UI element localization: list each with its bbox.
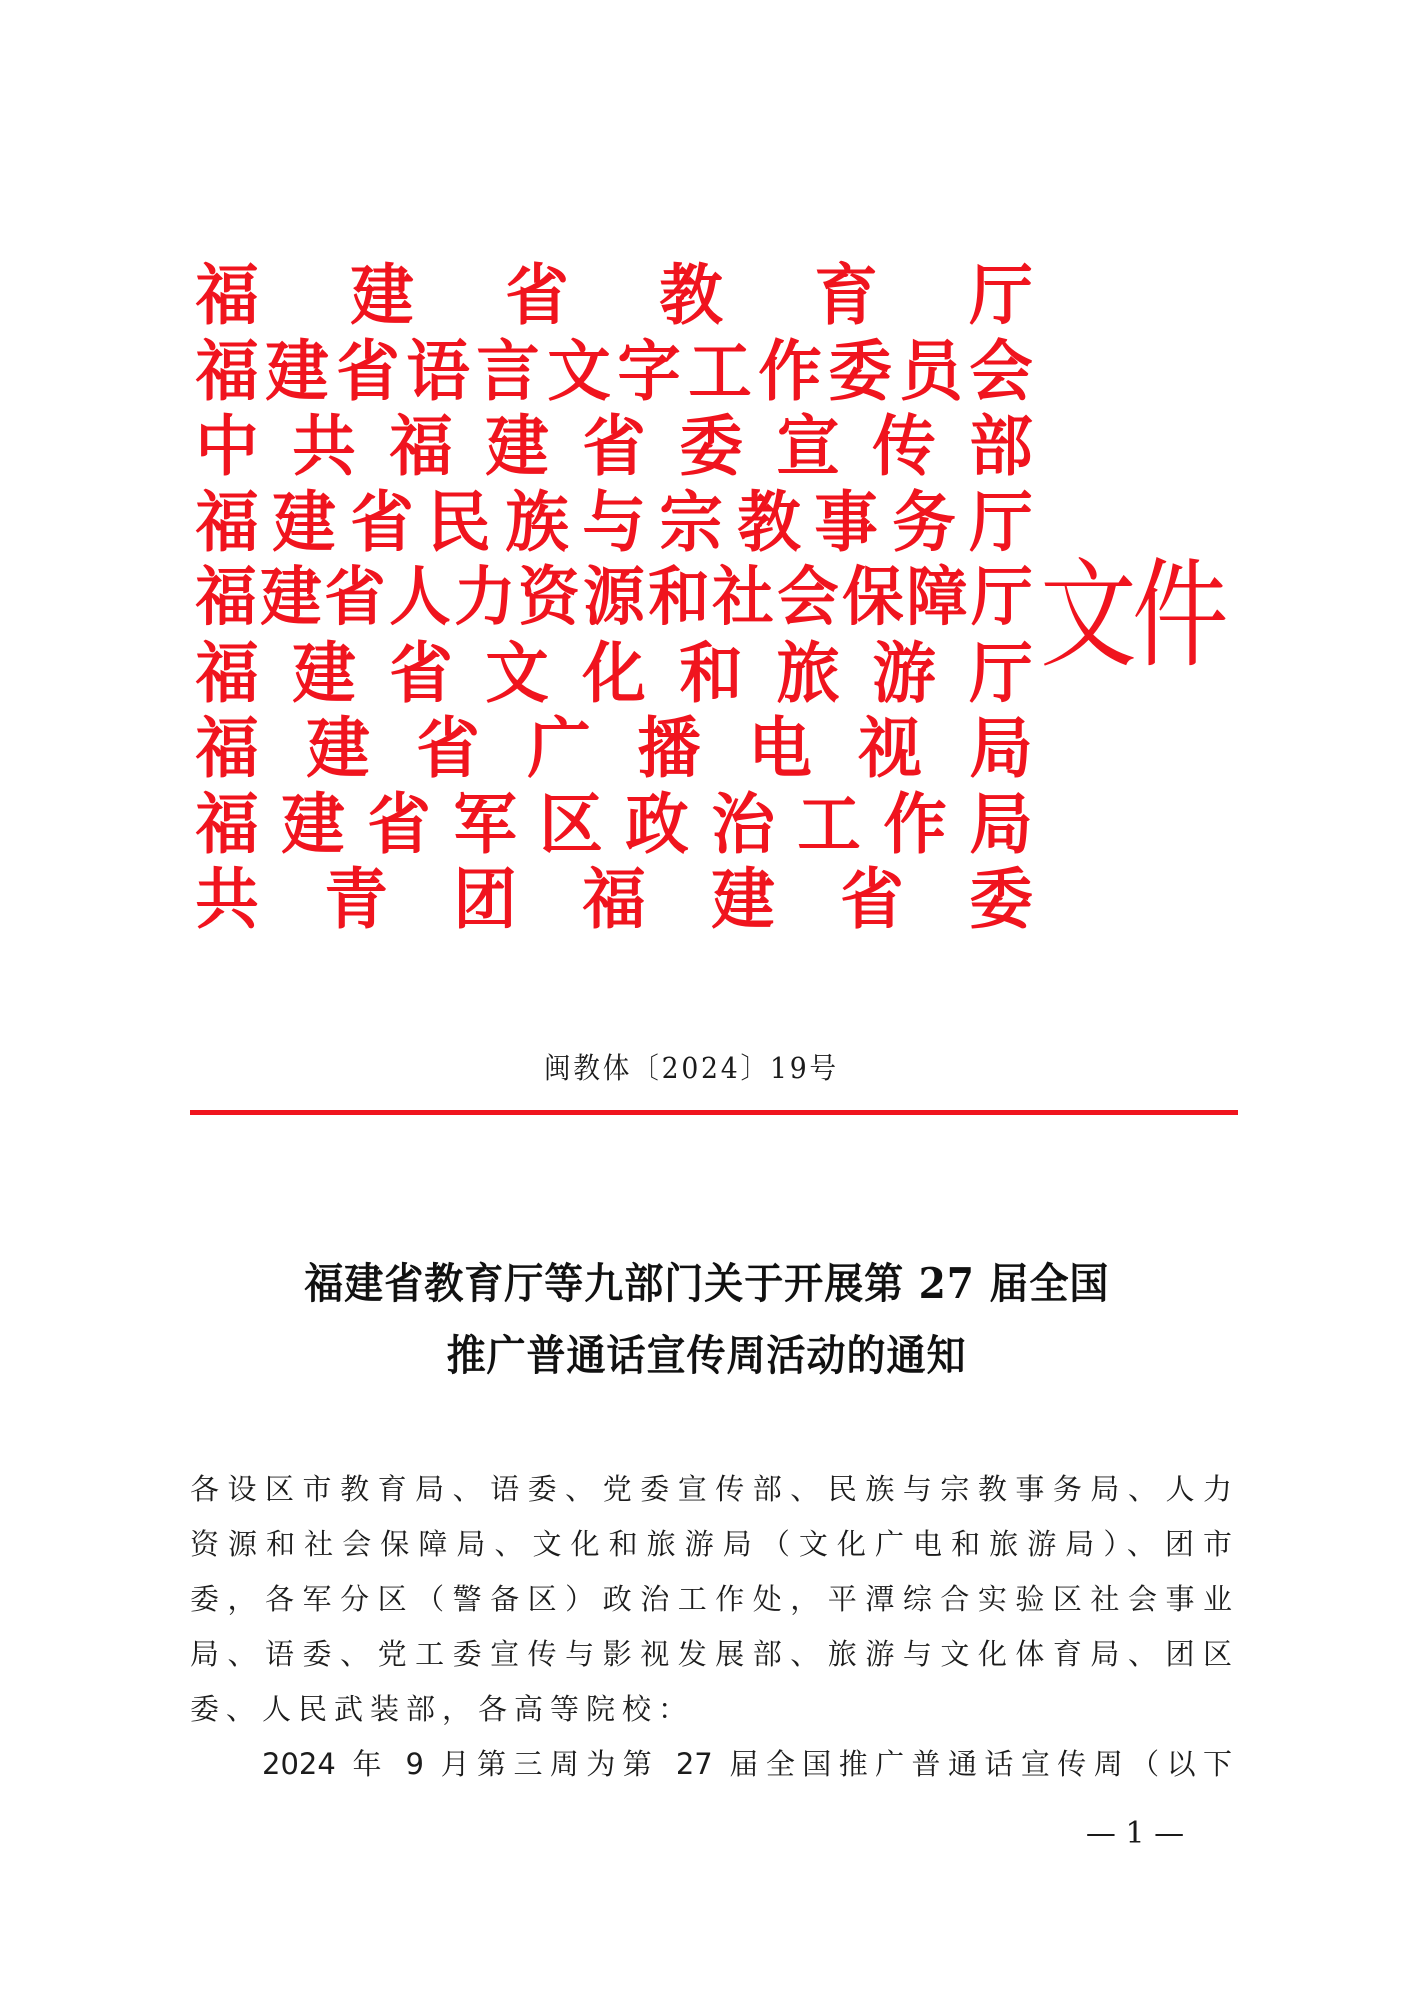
- issuer-line: 福 建 省 军 区 政 治 工 作 局: [195, 784, 1033, 863]
- title-line: 推广普通话宣传周活动的通知: [447, 1331, 967, 1380]
- issuer-line: 福 建 省 人 力 资 源 和 社 会 保 障 厅: [195, 560, 1033, 635]
- issuer-line: 福 建 省 语 言 文 字 工 作 委 员 会: [195, 331, 1033, 410]
- document-number: [0, 1046, 1414, 1090]
- body-paragraph-start: 2024 年 9 月第三周为第 27 届全国推广普通话宣传周（以下: [262, 1747, 1232, 1781]
- issuing-organizations: [194, 258, 1034, 938]
- page-number: — 1 —: [1085, 1816, 1185, 1851]
- issuer-line: 福 建 省 教 育 厅: [195, 256, 1033, 334]
- body-line-salutation-end: 委、人民武装部，各高等院校：: [190, 1692, 695, 1726]
- issuer-line: 福 建 省 民 族 与 宗 教 事 务 厅: [195, 482, 1033, 561]
- body-line: 委，各军分区（警备区）政治工作处，平潭综合实验区社会事业: [190, 1582, 1232, 1616]
- document-title: [0, 1248, 1414, 1392]
- title-line: 福建省教育厅等九部门关于开展第 27 届全国: [304, 1259, 1110, 1308]
- issuer-line: 福 建 省 文 化 和 旅 游 厅: [195, 633, 1033, 712]
- body-line: 资源和社会保障局、文化和旅游局（文化广电和旅游局）、团市: [190, 1527, 1232, 1561]
- body-line: 局、语委、党工委宣传与影视发展部、旅游与文化体育局、团区: [190, 1637, 1232, 1671]
- issuer-line: 中 共 福 建 省 委 宣 传 部: [195, 407, 1033, 485]
- document-number-text: 闽教体〔2024〕19号: [543, 1051, 839, 1085]
- issuer-line: 共 青 团 福 建 省 委: [195, 860, 1033, 938]
- document-body: [190, 1462, 1232, 1792]
- issuer-line: 福 建 省 广 播 电 视 局: [195, 709, 1033, 787]
- document-type-label: 文件: [1040, 546, 1224, 684]
- body-line: 各设区市教育局、语委、党委宣传部、民族与宗教事务局、人力: [190, 1472, 1232, 1506]
- red-separator-rule: [190, 1110, 1238, 1115]
